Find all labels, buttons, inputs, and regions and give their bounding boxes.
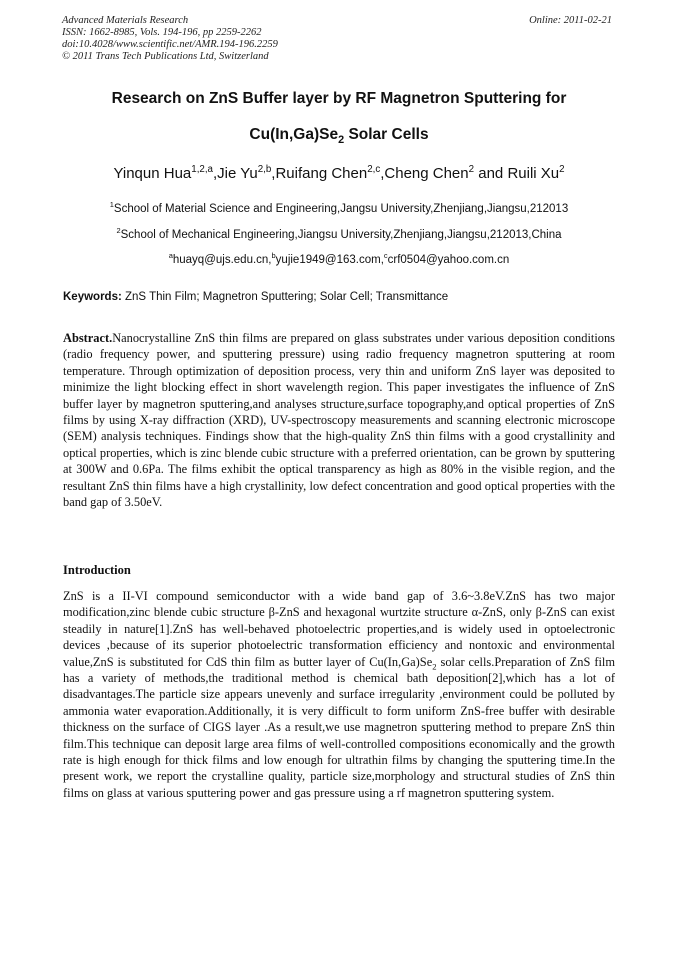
author-list (30, 165, 648, 182)
affiliation-text: School of Mechanical Engineering,Jiangsu University,Zhenjiang,Jiangsu,212013,China (120, 229, 562, 241)
keywords-label: Keywords: (63, 291, 122, 303)
affiliation-mark: 1 (109, 200, 114, 210)
author-affiliation-mark: 1,2,a (191, 164, 213, 175)
author-affiliation-mark: 2,c (367, 164, 381, 175)
paper-title-line-2 (40, 126, 638, 147)
author-separator: , (271, 165, 276, 182)
abstract (63, 330, 615, 510)
introduction-body (63, 588, 615, 801)
author-separator: and (474, 165, 508, 182)
title-formula: Cu(In,Ga)Se (249, 126, 339, 143)
email-link[interactable]: crf0504@yahoo.com.cn (387, 254, 510, 266)
author-name: Yinqun Hua (113, 165, 192, 182)
affiliation-mark: 2 (116, 226, 121, 236)
paper-title-line-1: Research on ZnS Buffer layer by RF Magnetron Sputtering for (111, 90, 567, 107)
keywords-text: ZnS Thin Film; Magnetron Sputtering; Solar Cell; Transmittance (121, 291, 449, 303)
introduction-heading: Introduction (63, 563, 131, 577)
author-separator: , (212, 165, 218, 182)
author-emails (30, 251, 648, 266)
affiliation-2 (30, 226, 648, 241)
email-link[interactable]: yujie1949@163.com, (275, 254, 384, 266)
author-affiliation-mark: 2 (468, 164, 475, 175)
issn-line: ISSN: 1662-8985, Vols. 194-196, pp 2259-2262 (62, 27, 262, 38)
doi-line: doi:10.4028/www.scientific.net/AMR.194-196.2259 (62, 39, 278, 50)
author-affiliation-mark: 2 (559, 164, 565, 175)
affiliation-text: School of Material Science and Engineering,Jangsu University,Zhenjiang,Jiangsu,212013 (113, 203, 569, 215)
online-date: Online: 2011-02-21 (529, 15, 612, 26)
journal-header (62, 15, 618, 63)
author-name: Jie Yu (217, 165, 258, 182)
keywords (63, 291, 619, 303)
journal-name: Advanced Materials Research (62, 15, 189, 26)
author-name: Cheng Chen (384, 165, 469, 182)
title-subscript: 2 (338, 134, 345, 147)
author-name: Ruili Xu (507, 165, 560, 182)
email-mark: b (271, 251, 276, 261)
copyright-line: © 2011 Trans Tech Publications Ltd, Switzerland (62, 51, 269, 62)
affiliation-1 (30, 200, 648, 215)
author-affiliation-mark: 2,b (257, 164, 272, 175)
introduction-text-2: solar cells.Preparation of ZnS film has a variety of methods,the traditional method is chemical bath deposition[2],which has a lot of disadvantages.The particle size appears unevenly and surface irregularity ,environment could be polluted by ammonia water evaporation.Additionally, it is very difficult to form uniform ZnS-free buffer with desirable thickness on the surface of CIGS layer .As a result,we use magnetron sputtering method to prepare ZnS thin film.This technique can deposit large area films of well-controlled compositions economically and the growth rate is high enough for thick films and low enough for ultrathin films by changing the sputtering time.In the present work, we report the crystalline quality, particle size,morphology and structural studies of ZnS thin films on glass at various sputtering power and gas pressure using a rf magnetron sputtering system. (63, 654, 615, 800)
introduction-subscript: 2 (432, 661, 437, 672)
abstract-label: Abstract. (63, 331, 113, 345)
author-name: Ruifang Chen (275, 165, 368, 182)
email-mark: a (168, 251, 173, 261)
email-link[interactable]: huayq@ujs.edu.cn, (172, 254, 272, 266)
introduction-text-1: ZnS is a II-VI compound semiconductor with a wide band gap of 3.6~3.8eV.ZnS has two major modification,zinc blende cubic structure β-ZnS and hexagonal wurtzite structure α-ZnS, only β-ZnS can exist steadily in nature[1].ZnS has well-behaved photoelectric properties,and is widely used in optoelectronic devices ,because of its superior photoelectric transformation efficiency and nontoxic and environmental value,ZnS is substituted for CdS thin film as butter layer of Cu(In,Ga)Se (63, 589, 615, 669)
abstract-text: Nanocrystalline ZnS thin films are prepared on glass substrates under various deposition conditions (radio frequency power, and sputtering pressure) using radio frequency magnetron sputtering at room temperature. Through optimization of deposition process, very thin and uniform ZnS layer was deposited to minimize the light blocking effect in short wavelength region. This paper investigates the influence of ZnS buffer layer by magnetron sputtering,and analyses structure,surface topography,and optical properties of ZnS films by using X-ray diffraction (XRD), UV-spectroscopy measurements and scanning electronic microscope (SEM) analysis techniques. Findings show that the high-quality ZnS thin films with a good crystallinity and optical properties, which is zinc blende cubic structure with a preferred orientation, can be grown by sputtering at 300W and 0.6Pa. The films exhibit the optical transparency as high as 80% in the visible region, and the resultant ZnS thin films have a high crystallinity, low defect concentration and good optical properties with the band gap of 3.50eV. (63, 331, 615, 510)
title-suffix: Solar Cells (344, 126, 429, 143)
email-mark: c (383, 251, 388, 261)
author-separator: , (380, 165, 385, 182)
